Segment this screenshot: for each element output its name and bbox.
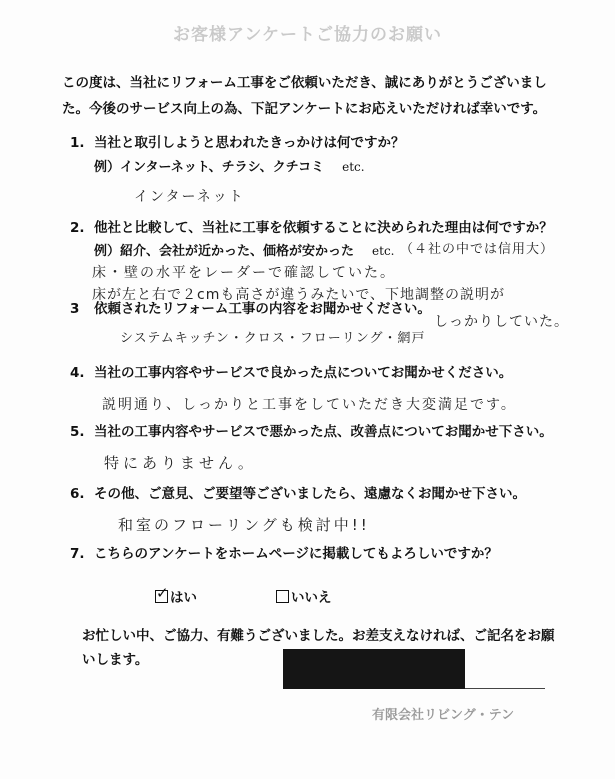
question-5 <box>70 422 560 442</box>
question-4 <box>70 363 560 383</box>
answer-2-note: （４社の中では信用大） <box>400 242 555 257</box>
intro-line: た。今後のサービス向上の為、下記アンケートにお応えいただければ幸いです。 <box>62 101 547 117</box>
answer-1: インターネット <box>134 189 245 205</box>
closing-line: お忙しい中、ご協力、有難うございました。お差支えなければ、ご記名をお願 <box>82 628 555 644</box>
answer-3: システムキッチン・クロス・フローリング・網戸 <box>120 331 426 346</box>
question-text: その他、ご意見、ご要望等ございましたら、遠慮なくお聞かせ下さい。 <box>94 486 526 502</box>
example-etc: etc. <box>372 244 395 258</box>
closing-line: いします。 <box>82 652 149 668</box>
question-number: 1. <box>70 135 85 151</box>
question-1-example <box>94 156 365 175</box>
yes-checkbox[interactable] <box>155 584 169 603</box>
form-title: お客様アンケートご協力のお願い <box>173 25 442 45</box>
signature-line <box>465 688 545 689</box>
question-2-example <box>94 240 394 259</box>
question-number: 7. <box>70 546 85 562</box>
question-number: 5. <box>70 424 85 440</box>
answer-2-line: しっかりしていた。 <box>434 314 569 330</box>
company-name: 有限会社リビング・テン <box>372 708 515 723</box>
answer-5: 特にありません。 <box>104 454 257 472</box>
answer-2-line: 床・壁の水平をレーダーで確認していた。 <box>92 265 396 281</box>
question-text: 依頼されたリフォーム工事の内容をお聞かせください。 <box>94 301 431 317</box>
question-text: こちらのアンケートをホームページに掲載してもよろしいですか？ <box>94 546 498 562</box>
example-text: 例）紹介、会社が近かった、価格が安かった <box>94 244 355 259</box>
question-text: 当社と取引しようと思われたきっかけは何ですか？ <box>94 135 405 151</box>
intro-line: この度は、当社にリフォーム工事をご依頼いただき、誠にありがとうございまし <box>62 75 547 91</box>
checkmark-icon: ✓ <box>156 584 169 602</box>
answer-4: 説明通り、しっかりと工事をしていただき大変満足です。 <box>102 397 517 413</box>
consent-no-option[interactable] <box>276 586 332 606</box>
intro-text <box>62 70 562 122</box>
question-2 <box>70 218 560 238</box>
answer-6: 和室のフローリングも検討中!! <box>118 516 370 534</box>
question-text: 他社と比較して、当社に工事を依頼することに決められた理由は何ですか？ <box>94 220 553 236</box>
question-7 <box>70 544 560 564</box>
question-1 <box>70 133 560 153</box>
example-text: 例）インターネット、チラシ、クチコミ <box>94 160 325 175</box>
yes-label: はい <box>170 590 197 606</box>
question-number: 2. <box>70 220 85 236</box>
question-text: 当社の工事内容やサービスで良かった点についてお聞かせください。 <box>94 365 513 381</box>
consent-yes-option[interactable] <box>155 586 197 606</box>
question-number: 4. <box>70 365 85 381</box>
question-number: 6. <box>70 486 85 502</box>
answer-2-line: 床が左と右で２cmも高さが違うみたいで、下地調整の説明が <box>92 287 506 303</box>
no-checkbox[interactable] <box>276 590 289 603</box>
question-text: 当社の工事内容やサービスで悪かった点、改善点についてお聞かせ下さい。 <box>94 424 553 440</box>
no-label: いいえ <box>291 590 332 606</box>
question-number: 3 <box>70 301 80 317</box>
example-etc: etc. <box>342 160 365 174</box>
redacted-signature <box>283 649 465 689</box>
question-6 <box>70 484 560 504</box>
